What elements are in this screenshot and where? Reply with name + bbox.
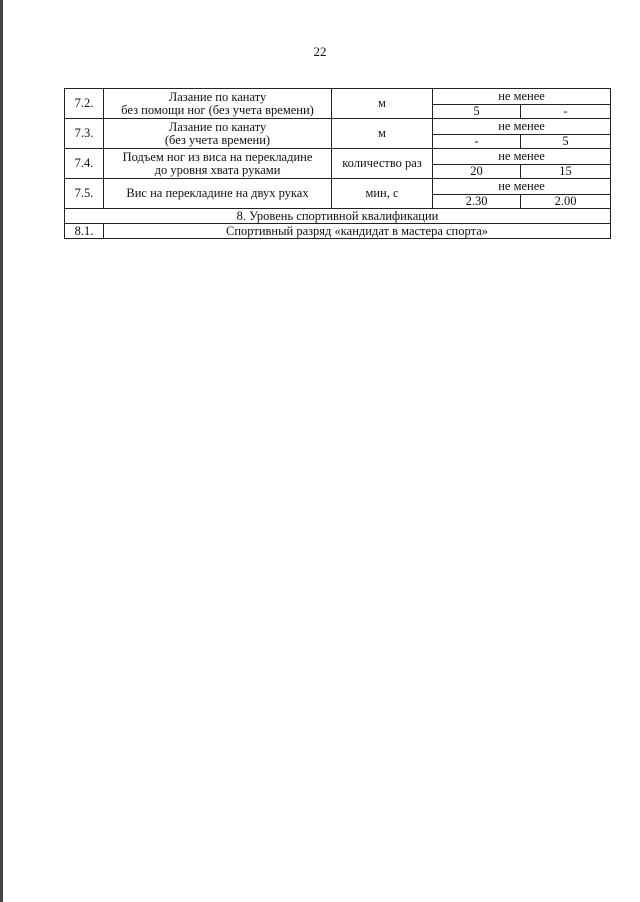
exercise-name-line: до уровня хвата руками bbox=[154, 162, 281, 177]
unit-cell: мин, с bbox=[332, 179, 433, 209]
row-number: 7.4. bbox=[65, 149, 104, 179]
section-title: 8. Уровень спортивной квалификации bbox=[65, 209, 611, 224]
table-row bbox=[65, 149, 611, 165]
scan-left-edge bbox=[0, 0, 3, 902]
unit-cell: м bbox=[332, 89, 433, 119]
qualification-text: Спортивный разряд «кандидат в мастера спорта» bbox=[104, 224, 611, 239]
value-cell: 20 bbox=[433, 165, 521, 179]
row-number: 7.3. bbox=[65, 119, 104, 149]
table-row bbox=[65, 179, 611, 195]
exercise-name bbox=[104, 89, 332, 119]
exercise-name bbox=[104, 119, 332, 149]
page-number: 22 bbox=[313, 44, 327, 59]
norm-header: не менее bbox=[433, 89, 611, 105]
row-number: 7.5. bbox=[65, 179, 104, 209]
value-cell: 5 bbox=[433, 105, 521, 119]
norm-header: не менее bbox=[433, 179, 611, 195]
unit-cell: м bbox=[332, 119, 433, 149]
exercise-name-line: Вис на перекладине на двух руках bbox=[126, 186, 309, 200]
exercise-name-line: Лазание по канату bbox=[168, 89, 267, 104]
value-cell: 2.30 bbox=[433, 195, 521, 209]
value-cell: - bbox=[433, 135, 521, 149]
exercise-name bbox=[104, 179, 332, 209]
row-number: 7.2. bbox=[65, 89, 104, 119]
exercise-name-line: Подъем ног из виса на перекладине bbox=[122, 149, 313, 164]
table-row bbox=[65, 89, 611, 105]
value-cell: 5 bbox=[521, 135, 611, 149]
exercise-name-line: без помощи ног (без учета времени) bbox=[121, 102, 314, 117]
norms-table bbox=[64, 88, 611, 239]
exercise-name bbox=[104, 149, 332, 179]
table-row bbox=[65, 209, 611, 224]
norm-header: не менее bbox=[433, 119, 611, 135]
table-row bbox=[65, 224, 611, 239]
table-row bbox=[65, 119, 611, 135]
unit-cell: количество раз bbox=[332, 149, 433, 179]
row-number: 8.1. bbox=[65, 224, 104, 239]
norm-header: не менее bbox=[433, 149, 611, 165]
exercise-name-line: (без учета времени) bbox=[164, 132, 271, 147]
exercise-name-line: Лазание по канату bbox=[168, 119, 267, 134]
value-cell: 15 bbox=[521, 165, 611, 179]
value-cell: 2.00 bbox=[521, 195, 611, 209]
value-cell: - bbox=[521, 105, 611, 119]
